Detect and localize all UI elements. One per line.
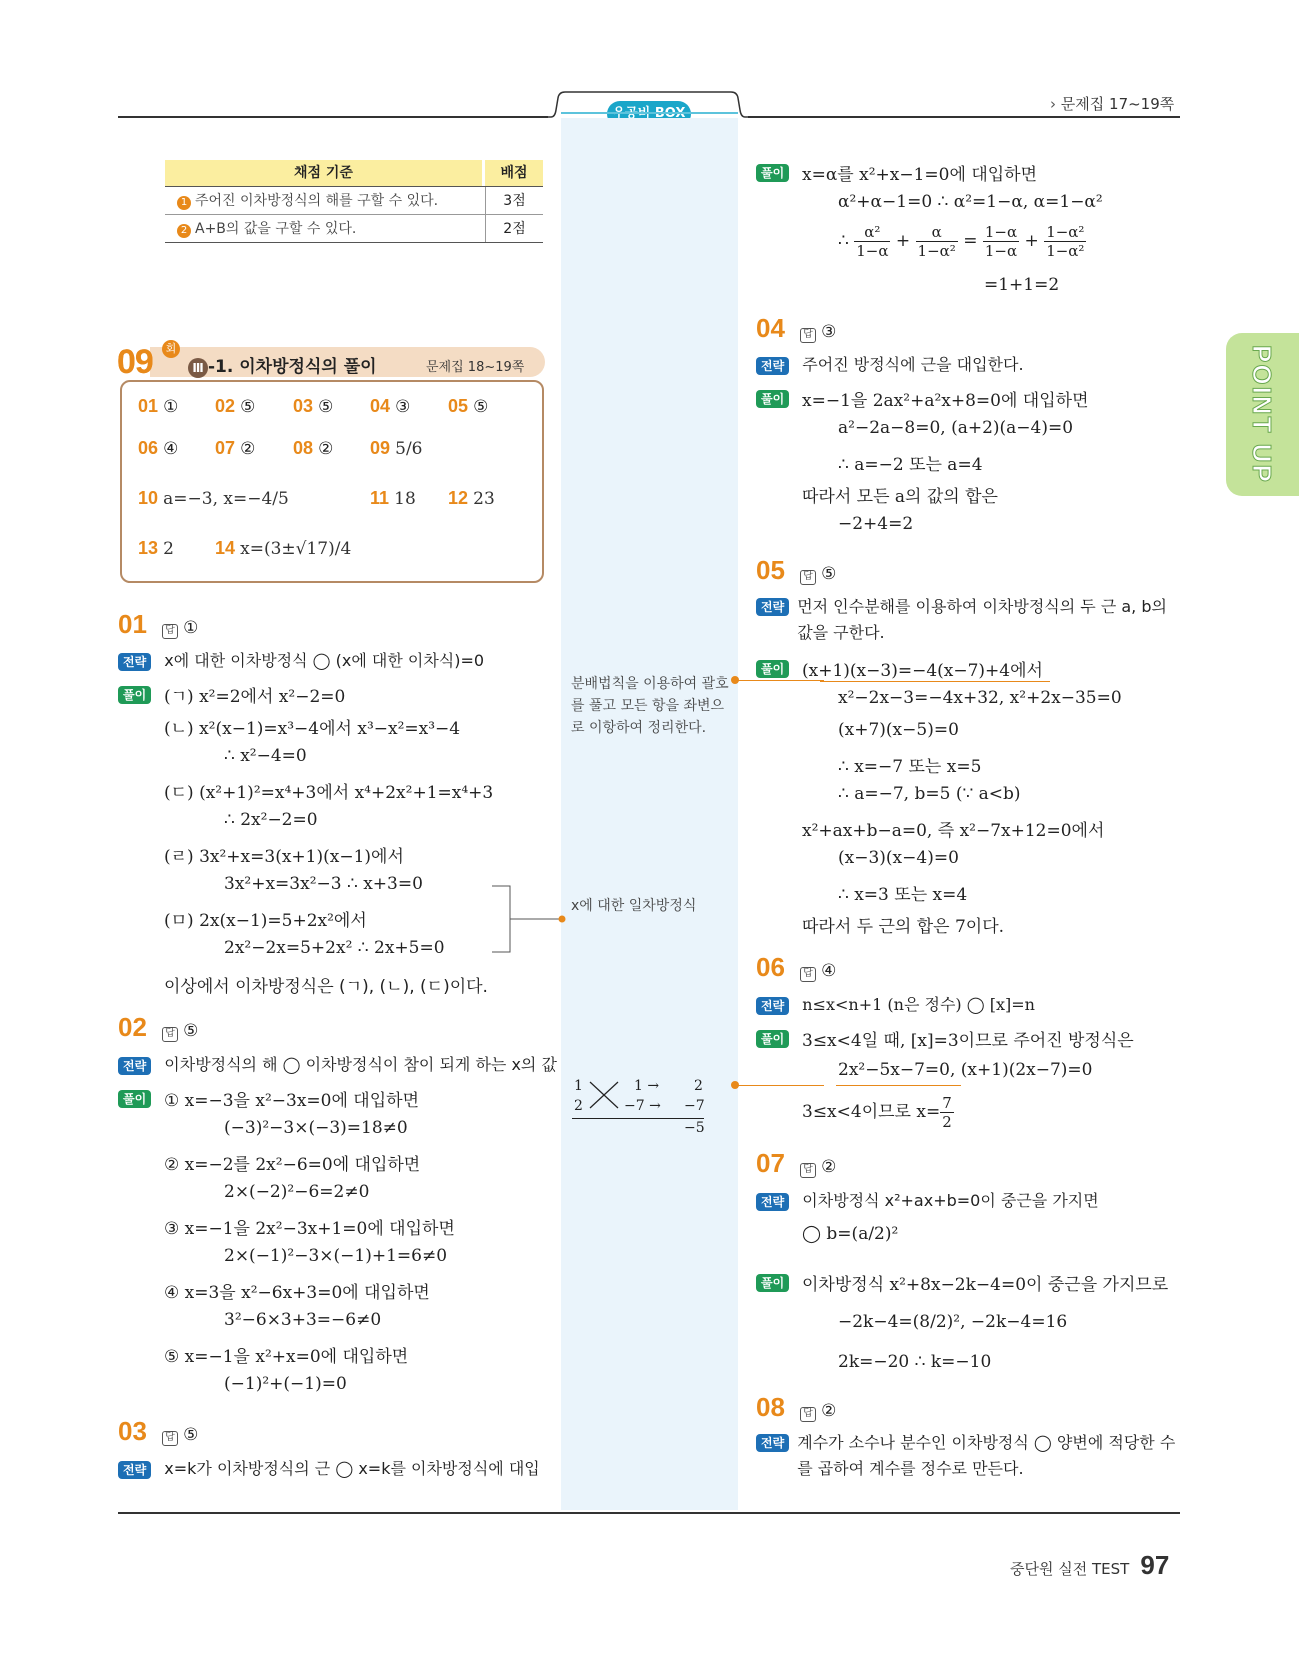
p06-line-3: 3≤x<4이므로 x= $\frac{7}{2}$	[802, 1094, 952, 1131]
answer-tag-icon: 답	[162, 624, 178, 639]
solution-badge: 풀이	[756, 1272, 789, 1292]
problem-06-header	[756, 952, 836, 983]
p05-line-2: x²−2x−3=−4x+32, x²+2x−35=0	[838, 688, 1122, 708]
strategy-badge: 전략	[756, 997, 789, 1015]
answer-03: 03 ⑤	[293, 396, 334, 417]
problem-number: 01	[118, 609, 147, 639]
problem-answer: ②	[821, 1401, 837, 1421]
p03-line-3: =1+1=2	[984, 275, 1060, 295]
cross-lines	[588, 1080, 620, 1110]
answer-11: 11 18	[370, 488, 416, 509]
point-up-label: POINT UP	[1247, 345, 1277, 484]
side-note-connector-2	[734, 1085, 824, 1086]
problem-number: 05	[756, 555, 785, 585]
problem-04-header	[756, 313, 836, 344]
problem-number: 07	[756, 1148, 785, 1178]
number-badge-icon: 2	[177, 224, 191, 238]
answer-09: 09 5/6	[370, 438, 423, 459]
solution-badge: 풀이	[756, 162, 789, 182]
problem-number: 02	[118, 1012, 147, 1042]
answer-04: 04 ③	[370, 396, 411, 417]
problem-02-header	[118, 1012, 198, 1043]
answer-tag-icon: 답	[800, 967, 816, 982]
header-ref-text: 문제집 17~19쪽	[1060, 95, 1175, 113]
strategy-badge: 전략	[118, 653, 151, 671]
answer-13: 13 2	[138, 538, 174, 559]
cross-a1: 1	[574, 1078, 583, 1094]
middle-top-line	[561, 112, 738, 114]
grading-text-1: 주어진 이차방정식의 해를 구할 수 있다.	[195, 193, 439, 209]
section-ref: 문제집 18~19쪽	[426, 360, 525, 375]
grading-header-score: 배점	[485, 160, 543, 186]
header-rule-right	[748, 116, 1180, 118]
problem-number: 03	[118, 1416, 147, 1446]
strategy-badge: 전략	[118, 1461, 151, 1479]
strategy-badge: 전략	[756, 598, 789, 616]
p01-line-9: 2x²−2x=5+2x² ∴ 2x+5=0	[224, 938, 445, 958]
problem-01-strategy	[118, 648, 484, 671]
bracket-connector	[490, 884, 570, 956]
answer-tag-icon: 답	[162, 1027, 178, 1042]
p01-line-3: ∴ x²−4=0	[224, 746, 307, 766]
answer-07: 07 ②	[215, 438, 256, 459]
strategy-badge: 전략	[756, 1193, 789, 1211]
p02-line-7: ④ x=3을 x²−6x+3=0에 대입하면	[164, 1283, 430, 1303]
p06-line-2: 2x²−5x−7=0, (x+1)(2x−7)=0	[838, 1060, 1093, 1080]
solution-badge: 풀이	[118, 684, 151, 704]
p07-line-2: −2k−4=(8/2)², −2k−4=16	[838, 1312, 1068, 1332]
p04-line-4: 따라서 모든 a의 값의 합은	[802, 487, 998, 507]
section-number-text: 09	[117, 343, 153, 381]
p02-line-5: ③ x=−1을 2x²−3x+1=0에 대입하면	[164, 1219, 455, 1239]
section-hoe: 회	[162, 340, 180, 358]
p02-line-4: 2×(−2)²−6=2≠0	[224, 1182, 370, 1202]
p02-line-8: 3²−6×3+3=−6≠0	[224, 1310, 382, 1330]
p01-line-4: (ㄷ) (x²+1)²=x⁴+3에서 x⁴+2x²+1=x⁴+3	[164, 783, 494, 803]
p04-line-1: x=−1을 2ax²+a²x+8=0에 대입하면	[802, 391, 1089, 411]
answer-10: 10 a=−3, x=−4/5	[138, 488, 289, 509]
strategy-text: x에 대한 이차방정식 ◯ (x에 대한 이차식)=0	[164, 651, 485, 670]
p05-line-4: ∴ x=−7 또는 x=5	[838, 757, 982, 777]
p01-line-7: 3x²+x=3x²−3 ∴ x+3=0	[224, 874, 423, 894]
p01-line-5: ∴ 2x²−2=0	[224, 810, 318, 830]
solution-badge: 풀이	[118, 1088, 151, 1108]
section-title-text: -1. 이차방정식의 풀이	[208, 357, 377, 377]
problem-01-header	[118, 609, 198, 640]
p05-line-9: 따라서 두 근의 합은 7이다.	[802, 917, 1005, 937]
p02-line-6: 2×(−1)²−3×(−1)+1=6≠0	[224, 1246, 448, 1266]
grading-text-2: A+B의 값을 구할 수 있다.	[195, 221, 357, 237]
strategy-badge: 전략	[756, 357, 789, 375]
header-rule-left	[118, 116, 548, 118]
solution-badge: 풀이	[756, 1028, 789, 1048]
p01-line-10: 이상에서 이차방정식은 (ㄱ), (ㄴ), (ㄷ)이다.	[164, 977, 488, 997]
p01-line-6: (ㄹ) 3x²+x=3(x+1)(x−1)에서	[164, 847, 404, 867]
p04-line-2: a²−2a−8=0, (a+2)(a−4)=0	[838, 418, 1074, 438]
header-ref	[1050, 93, 1174, 114]
p01-line-1: (ㄱ) x²=2에서 x²−2=0	[164, 687, 346, 707]
footer-title: 중단원 실전 TEST	[1010, 1560, 1130, 1578]
problem-07-strategy	[756, 1188, 1099, 1211]
cross-b1: 1 →	[634, 1078, 660, 1094]
side-note-linear: x에 대한 일차방정식	[571, 898, 697, 914]
connector-dot	[731, 676, 739, 684]
problem-03-header	[118, 1416, 198, 1447]
problem-02-strategy	[118, 1052, 557, 1075]
problem-answer: ③	[821, 322, 837, 342]
answer-tag-icon: 답	[800, 1163, 816, 1178]
p01-line-8: (ㅁ) 2x(x−1)=5+2x²에서	[164, 911, 367, 931]
cross-factoring	[572, 1078, 705, 1138]
answer-tag-icon: 답	[800, 570, 816, 585]
problem-number: 06	[756, 952, 785, 982]
problem-03-strategy	[118, 1456, 540, 1479]
connector-dot	[731, 1081, 739, 1089]
strategy-text: 이차방정식의 해 ◯ 이차방정식이 참이 되게 하는 x의 값	[164, 1055, 557, 1074]
p03-line-2: α²+α−1=0 ∴ α²=1−α, α=1−α²	[838, 192, 1103, 212]
problem-08-header	[756, 1392, 836, 1423]
p01-line-2: (ㄴ) x²(x−1)=x³−4에서 x³−x²=x³−4	[164, 719, 461, 739]
cross-r1: 2	[694, 1078, 703, 1094]
p06-line-3-text: 3≤x<4이므로 x=	[802, 1102, 941, 1122]
p02-line-3: ② x=−2를 2x²−6=0에 대입하면	[164, 1155, 421, 1175]
cross-b2: −7 →	[624, 1098, 661, 1114]
problem-number: 04	[756, 313, 785, 343]
problem-answer: ⑤	[183, 1021, 199, 1041]
p06-line-1: 3≤x<4일 때, [x]=3이므로 주어진 방정식은	[802, 1031, 1134, 1051]
p05-underline	[820, 681, 1050, 682]
p06-underline	[836, 1085, 961, 1086]
solution-badge: 풀이	[756, 388, 789, 408]
p02-line-10: (−1)²+(−1)=0	[224, 1374, 347, 1394]
point-up-tab[interactable]	[1226, 333, 1299, 496]
cross-a2: 2	[574, 1098, 583, 1114]
answer-tag-icon: 답	[800, 328, 816, 343]
grading-row-2	[165, 215, 543, 243]
p02-line-2: (−3)²−3×(−3)=18≠0	[224, 1118, 408, 1138]
strategy-badge: 전략	[756, 1434, 789, 1452]
p02-line-1: ① x=−3을 x²−3x=0에 대입하면	[164, 1091, 419, 1111]
strategy-text: 이차방정식 x²+ax+b=0이 중근을 가지면	[802, 1191, 1099, 1210]
problem-number: 08	[756, 1392, 785, 1422]
problem-05-header	[756, 555, 836, 586]
problem-answer: ⑤	[821, 564, 837, 584]
footer-rule	[118, 1512, 1180, 1514]
cross-r2: −7	[684, 1098, 705, 1114]
grading-header-criteria: 채점 기준	[165, 160, 482, 186]
section-title	[188, 352, 377, 378]
solution-badge: 풀이	[756, 658, 789, 678]
answer-tag-icon: 답	[800, 1407, 816, 1422]
problem-04-strategy	[756, 352, 1024, 375]
strategy-text: 계수가 소수나 분수인 이차방정식 ◯ 양변에 적당한 수를 곱하여 계수를 정수로 만든다.	[797, 1433, 1176, 1478]
strategy-text: x=k가 이차방정식의 근 ◯ x=k를 이차방정식에 대입	[164, 1459, 540, 1478]
p04-line-3: ∴ a=−2 또는 a=4	[838, 455, 983, 475]
p07-line-3: 2k=−20 ∴ k=−10	[838, 1352, 992, 1372]
p03-fraction-sum: ∴ $\frac{\text{α²}}{1-\alpha}$ + $\frac{\alpha}{\text{1−α²}}$ = $\frac{1-\alpha}{1-\alpha}$ + $\frac{\text{1−α²}}{\text{1−α²}}$	[838, 223, 1085, 260]
cross-sum: −5	[684, 1120, 705, 1136]
p05-line-3: (x+7)(x−5)=0	[838, 720, 959, 740]
answer-05: 05 ⑤	[448, 396, 489, 417]
p05-line-8: ∴ x=3 또는 x=4	[838, 885, 968, 905]
p03-line-1: x=α를 x²+x−1=0에 대입하면	[802, 165, 1038, 185]
footer	[1010, 1550, 1169, 1581]
grading-score-2: 2점	[485, 215, 543, 242]
problem-answer: ⑤	[183, 1425, 199, 1445]
p02-line-9: ⑤ x=−1을 x²+x=0에 대입하면	[164, 1347, 409, 1367]
strategy-text: n≤x<n+1 (n은 정수) ◯ [x]=n	[802, 995, 1035, 1014]
page-number: 97	[1140, 1550, 1170, 1580]
answer-06: 06 ④	[138, 438, 179, 459]
problem-answer: ④	[821, 961, 837, 981]
grading-table	[165, 160, 543, 243]
problem-05-strategy	[756, 594, 1186, 646]
problem-06-strategy	[756, 992, 1035, 1015]
side-note-distributive: 분배법칙을 이용하여 괄호를 풀고 모든 항을 좌변으로 이항하여 정리한다.	[571, 676, 729, 736]
problem-answer: ②	[821, 1157, 837, 1177]
p05-line-1: (x+1)(x−3)=−4(x−7)+4에서	[802, 661, 1043, 681]
p07-strategy-2: ◯ b=(a/2)²	[802, 1224, 899, 1244]
strategy-text: 먼저 인수분해를 이용하여 이차방정식의 두 근 a, b의 값을 구한다.	[797, 597, 1167, 642]
strategy-text: 주어진 방정식에 근을 대입한다.	[802, 355, 1024, 374]
problem-08-strategy	[756, 1430, 1186, 1482]
problem-answer: ①	[183, 618, 199, 638]
answer-tag-icon: 답	[162, 1431, 178, 1446]
problem-07-header	[756, 1148, 836, 1179]
p07-line-1: 이차방정식 x²+8x−2k−4=0이 중근을 가지므로	[802, 1275, 1169, 1295]
strategy-badge: 전략	[118, 1057, 151, 1075]
answer-02: 02 ⑤	[215, 396, 256, 417]
answer-08: 08 ②	[293, 438, 334, 459]
answer-01: 01 ①	[138, 396, 179, 417]
answer-12: 12 23	[448, 488, 495, 509]
p05-line-6: x²+ax+b−a=0, 즉 x²−7x+12=0에서	[802, 821, 1105, 841]
grading-score-1: 3점	[485, 187, 543, 214]
section-number	[117, 343, 153, 382]
p04-line-5: −2+4=2	[838, 514, 914, 534]
number-badge-icon: 1	[177, 196, 191, 210]
p05-line-7: (x−3)(x−4)=0	[838, 848, 959, 868]
chevron-right-icon: ›	[1050, 95, 1056, 113]
grading-row-1	[165, 187, 543, 215]
p05-line-5: ∴ a=−7, b=5 (∵ a<b)	[838, 784, 1021, 804]
answer-14: 14 x=(3±√17)/4	[215, 538, 352, 559]
middle-note-column	[561, 118, 738, 1510]
roman-badge: Ⅲ	[188, 358, 208, 378]
